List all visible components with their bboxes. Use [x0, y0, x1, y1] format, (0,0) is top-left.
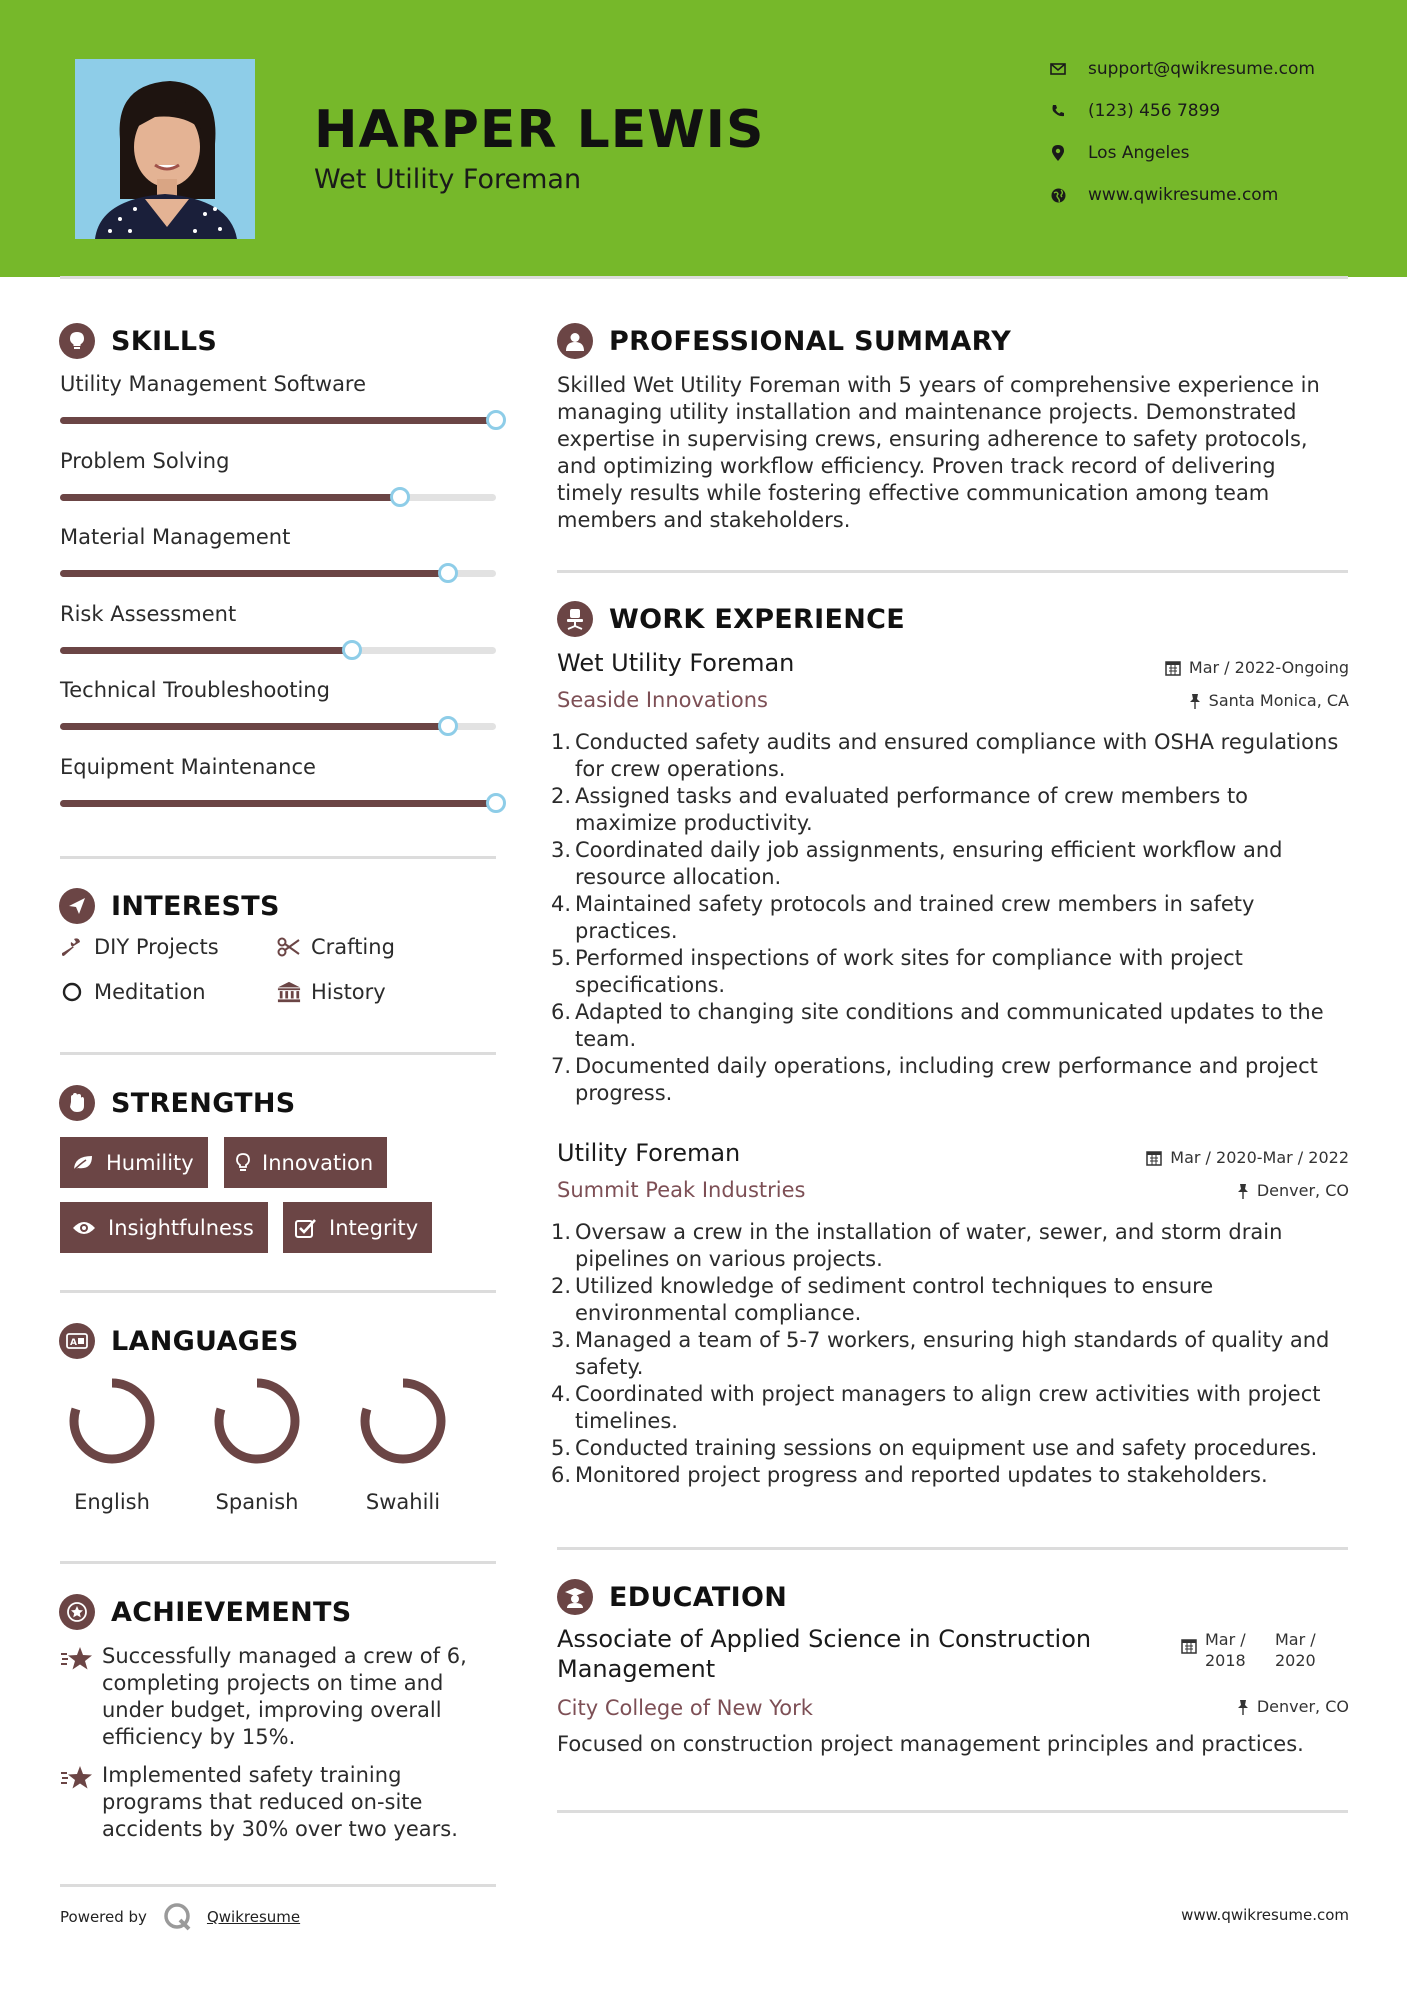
- candidate-name: HARPER LEWIS: [314, 100, 765, 160]
- education-dates: [1181, 1629, 1335, 1671]
- skill-bar: [60, 417, 496, 424]
- bullet-text: Monitored project progress and reported updates to stakeholders.: [575, 1463, 1268, 1487]
- skill-bar-fill: [60, 800, 496, 807]
- job-dates: [1146, 1148, 1349, 1167]
- education-heading-text: EDUCATION: [609, 1581, 788, 1613]
- star-badge-icon: [59, 1594, 95, 1630]
- footer-website[interactable]: www.qwikresume.com: [1181, 1906, 1349, 1924]
- lightbulb-icon: [59, 323, 95, 359]
- skills-divider: [60, 856, 496, 859]
- powered-by: [60, 1902, 300, 1932]
- graduate-icon: [557, 1579, 593, 1615]
- pushpin-icon: [1189, 693, 1201, 709]
- start-year: 2018: [1205, 1651, 1246, 1670]
- job-company: Summit Peak Industries: [557, 1178, 806, 1202]
- language-level-ring: [212, 1376, 302, 1466]
- map-marker-icon: [1050, 145, 1066, 161]
- end-year: 2020: [1275, 1651, 1316, 1670]
- languages-heading: [59, 1323, 299, 1359]
- job-dates-text: Mar / 2020-Mar / 2022: [1170, 1148, 1349, 1167]
- bullet-text: Managed a team of 5-7 workers, ensuring high standards of quality and safety.: [575, 1328, 1330, 1379]
- interest-label: History: [311, 980, 386, 1004]
- bullet-number: 3.: [551, 1328, 572, 1352]
- job-bullet: [551, 1462, 1347, 1489]
- hand-icon: [59, 1085, 95, 1121]
- strength-tag: [60, 1202, 268, 1253]
- start-month: Mar /: [1205, 1630, 1246, 1649]
- language-label: Spanish: [215, 1490, 299, 1514]
- strengths-heading: [59, 1085, 296, 1121]
- skill-bar: [60, 800, 496, 807]
- skill-level-handle: [438, 716, 458, 736]
- leaf-icon: [72, 1154, 94, 1172]
- brand-link[interactable]: Qwikresume: [206, 1908, 301, 1926]
- contact-email: [1050, 54, 1380, 84]
- bullet-text: Conducted training sessions on equipment use and safety procedures.: [575, 1436, 1318, 1460]
- candidate-title: Wet Utility Foreman: [314, 164, 582, 195]
- job-bullets: [551, 729, 1347, 1107]
- education-end-date: [1275, 1629, 1335, 1671]
- bullet-text: Assigned tasks and evaluated performance of crew members to maximize productivity.: [575, 784, 1249, 835]
- achievements-heading-text: ACHIEVEMENTS: [111, 1596, 352, 1628]
- languages-heading-text: LANGUAGES: [111, 1325, 299, 1357]
- strength-tag: [283, 1202, 432, 1253]
- circle-icon: [60, 982, 84, 1002]
- skill-level-handle: [342, 640, 362, 660]
- paper-plane-icon: [59, 888, 95, 924]
- job-bullets: [551, 1219, 1347, 1489]
- job-bullet: [551, 1273, 1347, 1327]
- achievement-item: [60, 1762, 500, 1843]
- svg-text:A: A: [70, 1338, 78, 1348]
- education-heading: [557, 1579, 787, 1615]
- bullet-number: 3.: [551, 838, 572, 862]
- skill-bar-fill: [60, 570, 448, 577]
- strengths-divider: [60, 1290, 496, 1293]
- language-level-arc: [365, 1383, 441, 1459]
- skill-bar: [60, 647, 496, 654]
- lightbulb-icon: [236, 1153, 250, 1173]
- degree-title-line2: Management: [557, 1655, 716, 1683]
- strength-label: Innovation: [262, 1150, 374, 1175]
- education-start-date: [1205, 1629, 1265, 1671]
- qwikresume-logo-icon: [163, 1902, 193, 1932]
- bullet-text: Performed inspections of work sites for compliance with project specifications.: [575, 946, 1243, 997]
- interest-item: [60, 980, 206, 1004]
- interest-item: [277, 935, 395, 959]
- skill-bar: [60, 570, 496, 577]
- summary-heading: [557, 323, 1011, 359]
- job-bullet: [551, 891, 1347, 945]
- achievements-divider: [60, 1884, 496, 1887]
- interest-label: DIY Projects: [94, 935, 219, 959]
- education-location: [1237, 1697, 1349, 1716]
- skill-bar-fill: [60, 647, 352, 654]
- end-month: Mar /: [1275, 1630, 1316, 1649]
- interests-heading: [59, 888, 280, 924]
- check-square-icon: [295, 1218, 317, 1238]
- contact-phone: [1050, 96, 1380, 126]
- skill-level-handle: [486, 410, 506, 430]
- contact-website: [1050, 180, 1380, 210]
- bullet-number: 4.: [551, 892, 572, 916]
- office-chair-icon: [557, 601, 593, 637]
- summary-text: Skilled Wet Utility Foreman with 5 years of comprehensive experience in managing utility installation and maintenance projects. Demonstrated expertise in supervising crews, ensuring adherence to safety protocols, and optimizing workflow efficiency. Proven track record of delivering timely results while fostering effective communication among team members and stakeholders.: [557, 373, 1320, 532]
- star-icon: [60, 1643, 102, 1751]
- education-description: Focused on construction project management principles and practices.: [557, 1732, 1304, 1756]
- skill-level-handle: [486, 793, 506, 813]
- bullet-number: 5.: [551, 946, 572, 970]
- bullet-text: Documented daily operations, including crew performance and project progress.: [575, 1054, 1318, 1105]
- bullet-text: Adapted to changing site conditions and communicated updates to the team.: [575, 1000, 1324, 1051]
- job-bullet: [551, 837, 1347, 891]
- languages-divider: [60, 1561, 496, 1564]
- job-location-text: Santa Monica, CA: [1208, 691, 1349, 710]
- language-level-arc: [74, 1383, 150, 1459]
- skill-bar-fill: [60, 417, 496, 424]
- website-text[interactable]: www.qwikresume.com: [1088, 185, 1279, 205]
- experience-heading-text: WORK EXPERIENCE: [609, 603, 905, 635]
- education-location-text: Denver, CO: [1256, 1697, 1349, 1716]
- skill-label: Utility Management Software: [60, 372, 367, 396]
- calendar-icon: [1181, 1638, 1197, 1654]
- bullet-text: Coordinated daily job assignments, ensuring efficient workflow and resource allocation.: [575, 838, 1283, 889]
- job-dates: [1165, 658, 1349, 677]
- language-level-arc: [219, 1383, 295, 1459]
- experience-heading: [557, 601, 905, 637]
- job-dates-text: Mar / 2022-Ongoing: [1188, 658, 1349, 677]
- bullet-number: 4.: [551, 1382, 572, 1406]
- job-title: Utility Foreman: [557, 1139, 741, 1167]
- job-bullet: [551, 729, 1347, 783]
- job-bullet: [551, 1435, 1347, 1462]
- contact-location: [1050, 138, 1380, 168]
- achievement-text: Successfully managed a crew of 6, completing projects on time and under budget, improving overall efficiency by 15%.: [102, 1644, 467, 1749]
- job-bullet: [551, 1381, 1347, 1435]
- phone-icon: [1050, 103, 1066, 119]
- job-location: [1189, 691, 1349, 710]
- skill-label: Risk Assessment: [60, 601, 237, 626]
- bullet-number: 7.: [551, 1054, 572, 1078]
- summary-divider: [557, 570, 1348, 573]
- skills-heading-text: SKILLS: [111, 325, 218, 357]
- language-label: English: [74, 1490, 150, 1514]
- strength-tag: [60, 1137, 208, 1188]
- bullet-number: 1.: [551, 1220, 572, 1244]
- degree-title: Associate of Applied Science in Construction: [557, 1625, 1092, 1653]
- experience-divider: [557, 1547, 1348, 1550]
- eye-icon: [72, 1220, 96, 1236]
- summary-heading-text: PROFESSIONAL SUMMARY: [609, 325, 1012, 357]
- job-bullet: [551, 1053, 1347, 1107]
- skill-bar: [60, 494, 496, 501]
- achievements-heading: [59, 1594, 352, 1630]
- skill-label: Problem Solving: [60, 448, 230, 473]
- language-icon: [59, 1323, 95, 1359]
- header-divider: [60, 276, 1348, 279]
- job-location: [1237, 1181, 1349, 1200]
- interests-divider: [60, 1052, 496, 1055]
- calendar-icon: [1165, 660, 1181, 676]
- bullet-number: 2.: [551, 1274, 572, 1298]
- pushpin-icon: [1237, 1699, 1249, 1715]
- phone-text: (123) 456 7899: [1088, 101, 1221, 121]
- bullet-number: 5.: [551, 1436, 572, 1460]
- strengths-heading-text: STRENGTHS: [111, 1087, 296, 1119]
- profile-photo: [75, 59, 255, 239]
- calendar-icon: [1146, 1150, 1162, 1166]
- achievement-text: Implemented safety training programs that reduced on-site accidents by 30% over two years.: [102, 1763, 458, 1841]
- skill-bar: [60, 723, 496, 730]
- bullet-number: 1.: [551, 730, 572, 754]
- skill-bar-fill: [60, 494, 400, 501]
- interest-label: Meditation: [94, 980, 206, 1004]
- institution-icon: [277, 981, 301, 1003]
- interests-heading-text: INTERESTS: [111, 890, 280, 922]
- globe-icon: [1050, 187, 1066, 203]
- skill-level-handle: [390, 487, 410, 507]
- bullet-text: Oversaw a crew in the installation of water, sewer, and storm drain pipelines on various projects.: [575, 1220, 1283, 1271]
- interest-item: [277, 980, 386, 1004]
- education-divider: [557, 1810, 1348, 1813]
- skill-label: Material Management: [60, 525, 291, 549]
- bullet-text: Maintained safety protocols and trained crew members in safety practices.: [575, 892, 1255, 943]
- job-bullet: [551, 999, 1347, 1053]
- user-icon: [557, 323, 593, 359]
- pushpin-icon: [1237, 1183, 1249, 1199]
- job-title: Wet Utility Foreman: [557, 649, 795, 677]
- bullet-number: 6.: [551, 1000, 572, 1024]
- powered-by-text: Powered by: [60, 1908, 147, 1926]
- bullet-number: 6.: [551, 1463, 572, 1487]
- achievement-item: [60, 1643, 500, 1751]
- bullet-text: Coordinated with project managers to align crew activities with project timelines.: [575, 1382, 1321, 1433]
- strength-tag: [224, 1137, 387, 1188]
- job-location-text: Denver, CO: [1256, 1181, 1349, 1200]
- job-bullet: [551, 1219, 1347, 1273]
- bullet-number: 2.: [551, 784, 572, 808]
- star-icon: [60, 1762, 102, 1843]
- job-bullet: [551, 945, 1347, 999]
- scissors-icon: [277, 937, 301, 957]
- location-text: Los Angeles: [1088, 143, 1190, 163]
- school-name: City College of New York: [557, 1696, 813, 1720]
- header-banner: [0, 0, 1407, 277]
- wrench-icon: [60, 937, 84, 957]
- job-bullet: [551, 783, 1347, 837]
- envelope-icon: [1050, 61, 1066, 77]
- email-text[interactable]: support@qwikresume.com: [1088, 59, 1315, 79]
- strength-label: Integrity: [329, 1215, 419, 1240]
- bullet-text: Conducted safety audits and ensured compliance with OSHA regulations for crew operations.: [575, 730, 1339, 781]
- skill-bar-fill: [60, 723, 448, 730]
- language-level-ring: [67, 1376, 157, 1466]
- job-company: Seaside Innovations: [557, 688, 768, 712]
- bullet-text: Utilized knowledge of sediment control techniques to ensure environmental compliance.: [575, 1274, 1214, 1325]
- interest-item: [60, 935, 219, 959]
- language-level-ring: [358, 1376, 448, 1466]
- skill-label: Equipment Maintenance: [60, 754, 316, 779]
- strength-label: Insightfulness: [108, 1215, 254, 1240]
- job-bullet: [551, 1327, 1347, 1381]
- skill-label: Technical Troubleshooting: [60, 678, 330, 702]
- interest-label: Crafting: [311, 935, 395, 959]
- skill-level-handle: [438, 563, 458, 583]
- language-label: Swahili: [365, 1490, 441, 1514]
- strength-label: Humility: [106, 1150, 194, 1175]
- skills-heading: [59, 323, 217, 359]
